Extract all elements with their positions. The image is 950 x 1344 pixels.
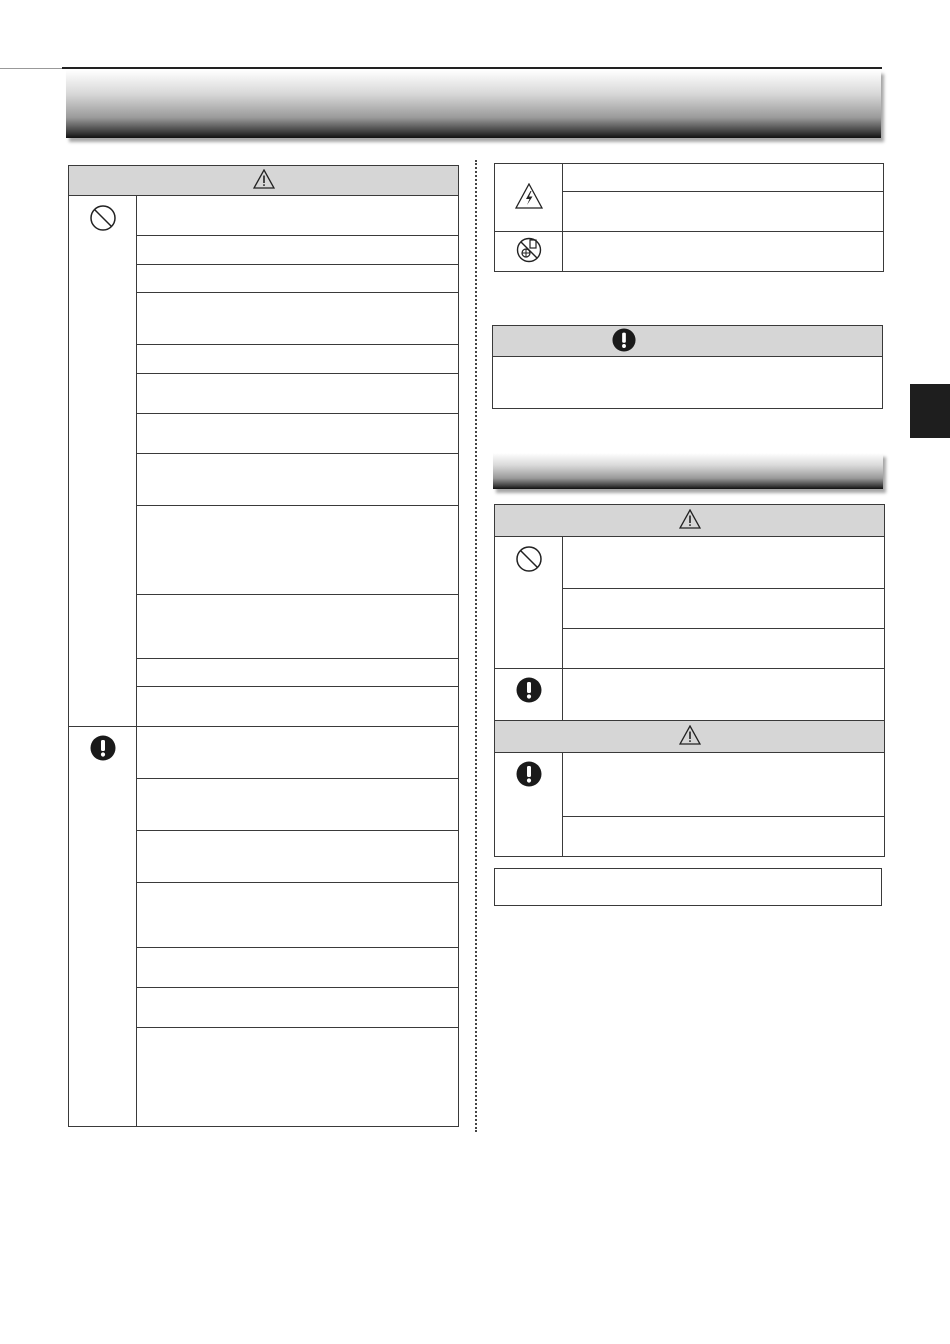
instruction-row (137, 883, 459, 948)
sub-heading-banner (493, 453, 883, 489)
top-rule (62, 67, 882, 69)
mandatory-action-icon (612, 328, 636, 352)
prohibition-row (563, 537, 885, 589)
caution-row (563, 817, 885, 857)
electric-shock-icon-cell (495, 164, 563, 232)
prohibition-row (563, 589, 885, 629)
no-water-icon (516, 237, 542, 263)
prohibition-row (137, 196, 459, 236)
prohibition-icon (89, 204, 117, 232)
caution-icon-cell (495, 753, 563, 857)
prohibition-row (563, 629, 885, 669)
caution-triangle-icon (253, 169, 275, 189)
instruction-icon-cell (69, 727, 137, 1127)
electric-shock-icon (515, 183, 543, 209)
instruction-row (137, 779, 459, 831)
mandatory-action-icon (516, 761, 542, 787)
right-bottom-table (494, 504, 885, 857)
final-note-box (494, 868, 882, 906)
notice-text (493, 357, 883, 409)
prohibition-row (137, 414, 459, 454)
right-top-row (563, 232, 884, 272)
caution-triangle-icon (679, 509, 701, 529)
no-water-icon-cell (495, 232, 563, 272)
prohibition-row (137, 293, 459, 345)
prohibition-icon-cell (495, 537, 563, 669)
caution-header (495, 721, 885, 753)
prohibition-row (137, 345, 459, 374)
prohibition-row (137, 236, 459, 265)
caution-triangle-icon (679, 725, 701, 745)
instruction-row (137, 988, 459, 1028)
right-top-table (494, 163, 884, 272)
side-tab (910, 384, 950, 438)
notice-header (493, 326, 883, 357)
right-top-row (563, 192, 884, 232)
instruction-row (137, 831, 459, 883)
prohibition-row (137, 659, 459, 687)
instruction-row (137, 727, 459, 779)
prohibition-row (137, 687, 459, 727)
warning-header (69, 166, 459, 196)
mandatory-action-icon (516, 677, 542, 703)
instruction-row (137, 948, 459, 988)
prohibition-row (137, 265, 459, 293)
prohibition-row (137, 454, 459, 506)
column-divider (475, 160, 477, 1132)
instruction-icon-cell (495, 669, 563, 721)
prohibition-row (137, 595, 459, 659)
prohibition-row (137, 506, 459, 595)
right-notice-box (492, 325, 883, 409)
prohibition-icon-cell (69, 196, 137, 727)
caution-row (563, 753, 885, 817)
prohibition-row (137, 374, 459, 414)
main-heading-banner (66, 70, 881, 138)
right-top-row (563, 164, 884, 192)
instruction-row (563, 669, 885, 721)
warning-header (495, 505, 885, 537)
instruction-row (137, 1028, 459, 1127)
mandatory-action-icon (90, 735, 116, 761)
top-rule-left (0, 68, 62, 69)
prohibition-icon (515, 545, 543, 573)
left-safety-table (68, 165, 459, 1127)
